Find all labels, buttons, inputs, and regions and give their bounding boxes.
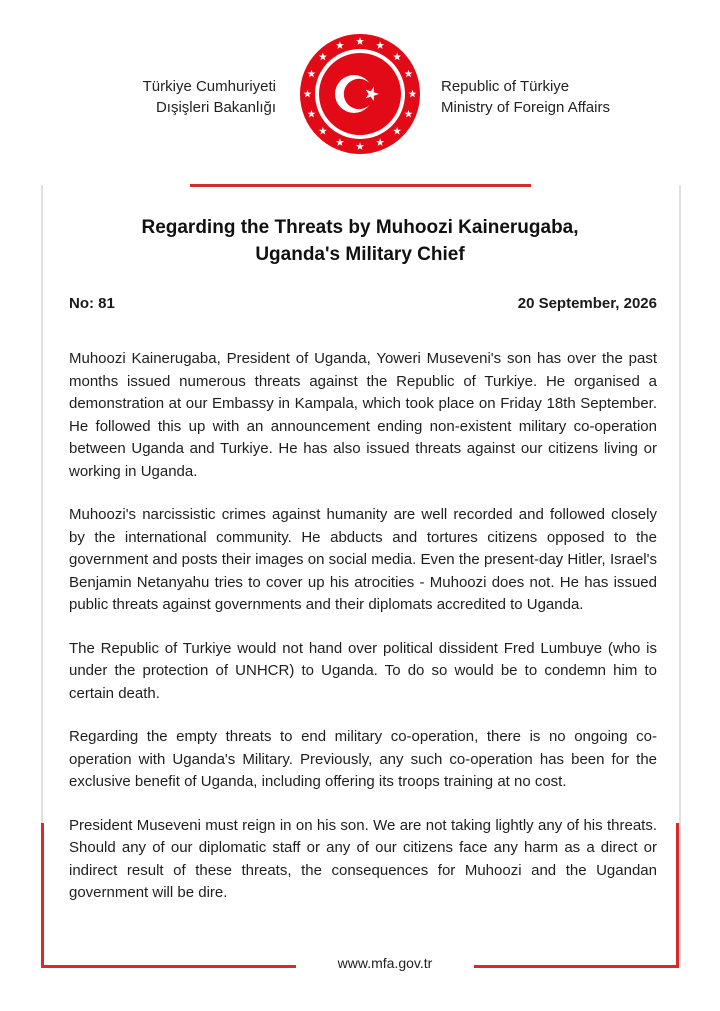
- frame-accent-bottom-left: [41, 965, 296, 968]
- document-date: 20 September, 2026: [517, 295, 657, 312]
- document-number: No: 81: [69, 295, 115, 312]
- header-left-line-2: Dışişleri Bakanlığı: [155, 99, 276, 116]
- body-paragraph-4: Regarding the empty threats to end military co-operation, there is no ongoing co-operation with Uganda's Military. Previously, any such co-operation has been for the exclusive benefit of Uganda, including offering its troops training at no cost.: [69, 728, 657, 790]
- body-paragraph-5: President Museveni must reign in on his son. We are not taking lightly any of his threats. Should any of our diplomatic staff or any of our citizens face any harm as a direct or indirect result of these threats, the consequences for Muhoozi and the Ugandan government will be dire.: [69, 816, 657, 901]
- body-paragraph-1: Muhoozi Kainerugaba, President of Uganda, Yoweri Museveni's son has over the past months issued numerous threats against the Republic of Turkiye. He organised a demonstration at our Embassy in Kampala, which took place on Friday 18th September. He followed this up with an announcement ending non-existent military co-operation between Uganda and Turkiye. He has also issued threats against our citizens living or working in Uganda.: [69, 350, 657, 480]
- title-line-2: Uganda's Military Chief: [255, 244, 465, 265]
- frame-accent-left: [41, 823, 44, 967]
- mfa-emblem-icon: [298, 32, 422, 156]
- document-body: [69, 348, 657, 926]
- frame-accent-right: [676, 823, 679, 967]
- header-left-line-1: Türkiye Cumhuriyeti: [142, 78, 276, 95]
- header-right-english-name: [441, 76, 610, 118]
- frame-accent-bottom-right: [474, 965, 679, 968]
- frame-accent-top: [190, 184, 531, 187]
- body-paragraph-3: The Republic of Turkiye would not hand over political dissident Fred Lumbuye (who is under the protection of UNHCR) to Uganda. To do so would be to condemn him to certain death.: [69, 639, 657, 702]
- title-line-1: Regarding the Threats by Muhoozi Kainerugaba,: [141, 217, 579, 238]
- header-right-line-1: Republic of Türkiye: [441, 78, 570, 95]
- header-right-line-2: Ministry of Foreign Affairs: [441, 99, 610, 116]
- footer-website-link[interactable]: www.mfa.gov.tr: [337, 955, 433, 971]
- document-title: [60, 214, 660, 268]
- header-left-turkish-name: [143, 76, 276, 118]
- body-paragraph-2: Muhoozi's narcissistic crimes against humanity are well recorded and followed closely by the international community. He abducts and tortures citizens opposed to the government and posts their images on social media. Even the present-day Hitler, Israel's Benjamin Netanyahu tries to cover up his atrocities - Muhoozi does not. He has issued public threats against governments and their diplomats accredited to Uganda.: [69, 506, 657, 613]
